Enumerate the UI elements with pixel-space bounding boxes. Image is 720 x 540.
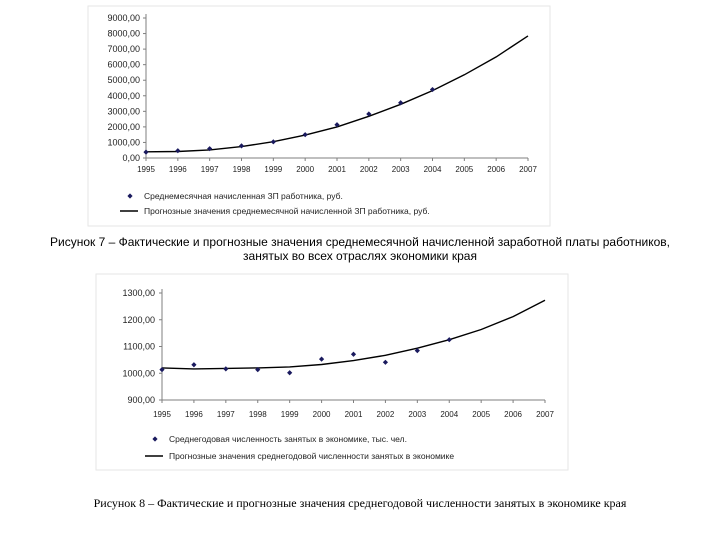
legend — [120, 191, 430, 216]
y-tick-label: 5000,00 — [107, 75, 140, 86]
x-tick-label: 2007 — [519, 165, 537, 174]
y-tick-label: 8000,00 — [107, 28, 140, 39]
x-tick-label: 1996 — [185, 410, 203, 419]
y-tick-label: 7000,00 — [107, 44, 140, 55]
x-tick-label: 1999 — [264, 165, 283, 174]
figure-7-caption — [0, 235, 720, 263]
chart-2 — [96, 274, 568, 470]
y-tick-label: 1300,00 — [122, 288, 155, 298]
x-tick-label: 2004 — [423, 165, 442, 174]
data-point-marker — [447, 337, 452, 342]
figure-7-caption-line-2: занятых во всех отраслях экономики края — [243, 249, 477, 263]
data-point-marker — [303, 132, 308, 137]
x-tick-label: 2002 — [359, 165, 378, 174]
figure-8-caption — [0, 496, 720, 510]
x-tick-label: 2005 — [455, 165, 474, 174]
y-tick-label: 1100,00 — [123, 341, 155, 352]
x-tick-label: 1996 — [168, 165, 187, 174]
x-tick-label: 2001 — [328, 165, 346, 174]
figure-8-caption-text: Рисунок 8 – Фактические и прогнозные значения среднегодовой численности занятых в экономике края — [93, 496, 627, 510]
legend-label-actual: Среднегодовая численность занятых в экономике, тыс. чел. — [169, 434, 407, 444]
x-tick-label: 2001 — [344, 410, 363, 419]
legend-label-forecast: Прогнозные значения среднемесячной начисленной ЗП работника, руб. — [144, 206, 430, 216]
legend-marker-actual — [152, 436, 157, 441]
y-tick-label: 0,00 — [122, 153, 140, 163]
x-tick-label: 1995 — [137, 165, 155, 174]
data-point-marker — [287, 370, 292, 375]
forecast-line — [162, 300, 545, 369]
data-point-marker — [239, 143, 244, 148]
x-tick-label: 2006 — [487, 165, 506, 174]
legend — [145, 434, 454, 461]
y-tick-label: 4000,00 — [107, 90, 140, 101]
y-tick-label: 1000,00 — [107, 137, 140, 148]
data-point-marker — [383, 360, 388, 365]
data-point-marker — [271, 139, 276, 144]
data-point-marker — [319, 357, 324, 362]
x-tick-label: 1997 — [216, 410, 235, 419]
y-tick-label: 900,00 — [127, 395, 155, 405]
legend-marker-actual — [127, 193, 132, 198]
x-tick-label: 2002 — [376, 410, 395, 419]
x-tick-label: 2000 — [312, 410, 331, 419]
y-tick-label: 6000,00 — [107, 59, 140, 70]
chart-1 — [88, 6, 550, 226]
x-tick-label: 2007 — [536, 410, 554, 419]
y-tick-label: 9000,00 — [107, 13, 140, 23]
x-tick-label: 2003 — [391, 165, 410, 174]
y-tick-label: 3000,00 — [107, 106, 140, 117]
x-tick-label: 1998 — [232, 165, 251, 174]
x-tick-label: 1995 — [153, 410, 171, 419]
x-tick-label: 1998 — [248, 410, 267, 419]
forecast-line — [146, 36, 528, 152]
y-tick-label: 2000,00 — [107, 121, 140, 132]
x-tick-label: 1999 — [280, 410, 299, 419]
x-tick-label: 2004 — [440, 410, 459, 419]
data-point-marker — [191, 362, 196, 367]
data-point-marker — [223, 366, 228, 371]
legend-label-forecast: Прогнозные значения среднегодовой численности занятых в экономике — [169, 451, 455, 461]
x-tick-label: 2003 — [408, 410, 427, 419]
data-point-marker — [175, 148, 180, 153]
data-point-marker — [351, 352, 356, 357]
y-tick-label: 1200,00 — [122, 314, 155, 325]
x-tick-label: 2000 — [296, 165, 315, 174]
figure-7-caption-line-1: Рисунок 7 – Фактические и прогнозные значения среднемесячной начисленной заработной платы работников, — [50, 235, 670, 249]
data-point-marker — [143, 149, 148, 154]
x-tick-label: 1997 — [200, 165, 219, 174]
x-tick-label: 2006 — [504, 410, 522, 419]
x-tick-label: 2005 — [472, 410, 491, 419]
legend-label-actual: Среднемесячная начисленная ЗП работника, руб. — [144, 191, 343, 201]
y-tick-label: 1000,00 — [122, 368, 155, 379]
